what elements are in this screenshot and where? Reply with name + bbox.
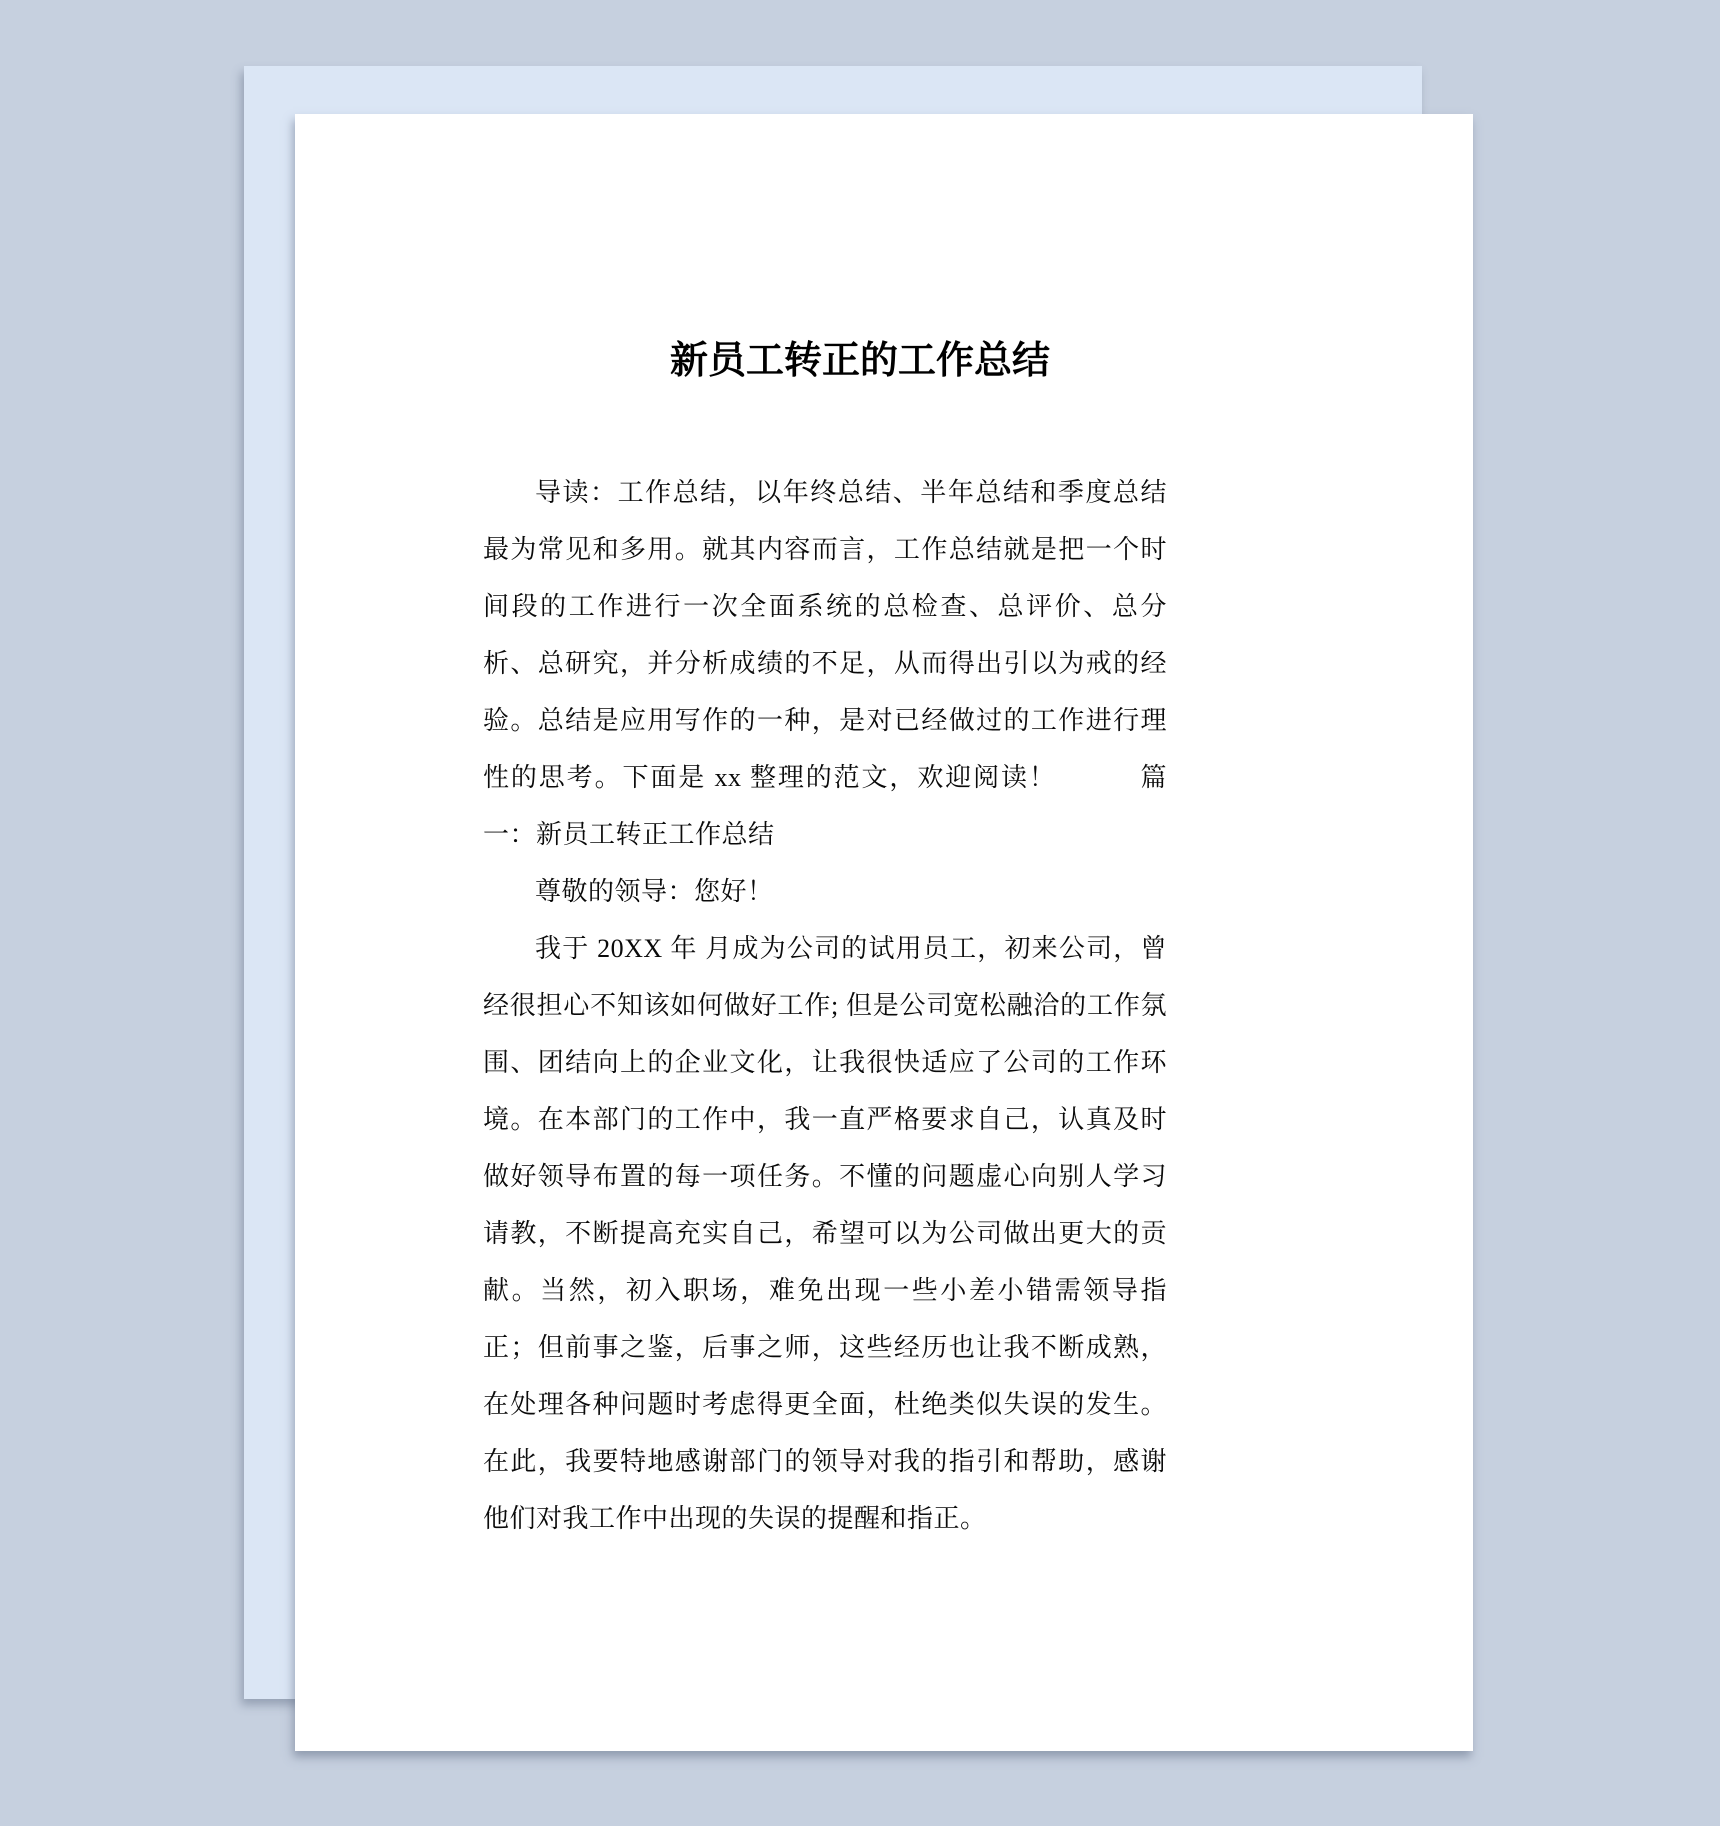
document-page: [295, 114, 1473, 1751]
paragraph-intro: 导读：工作总结，以年终总结、半年总结和季度总结最为常见和多用。就其内容而言，工作总结就是把一个时间段的工作进行一次全面系统的总检查、总评价、总分析、总研究，并分析成绩的不足，从而得出引以为戒的经验。总结是应用写作的一种，是对已经做过的工作进行理性的思考。下面是 xx 整理的范文，欢迎阅读！ 篇一：新员工转正工作总结: [483, 478, 1167, 849]
document-title: 新员工转正的工作总结: [669, 340, 1050, 382]
paragraph-main: 我于 20XX 年 月成为公司的试用员工，初来公司，曾经很担心不知该如何做好工作; 但是公司宽松融洽的工作氛围、团结向上的企业文化，让我很快适应了公司的工作环境。在本部门的工作中，我一直严格要求自己，认真及时做好领导布置的每一项任务。不懂的问题虚心向别人学习请教，不断提高充实自己，希望可以为公司做出更大的贡献。当然，初入职场，难免出现一些小差小错需领导指正；但前事之鉴，后事之师，这些经历也让我不断成熟，在处理各种问题时考虑得更全面，杜绝类似失误的发生。在此，我要特地感谢部门的领导对我的指引和帮助，感谢他们对我工作中出现的失误的提醒和指正。: [483, 934, 1167, 1533]
paragraph-salutation: 尊敬的领导：您好！: [535, 877, 774, 906]
document-body: [483, 464, 1167, 1547]
